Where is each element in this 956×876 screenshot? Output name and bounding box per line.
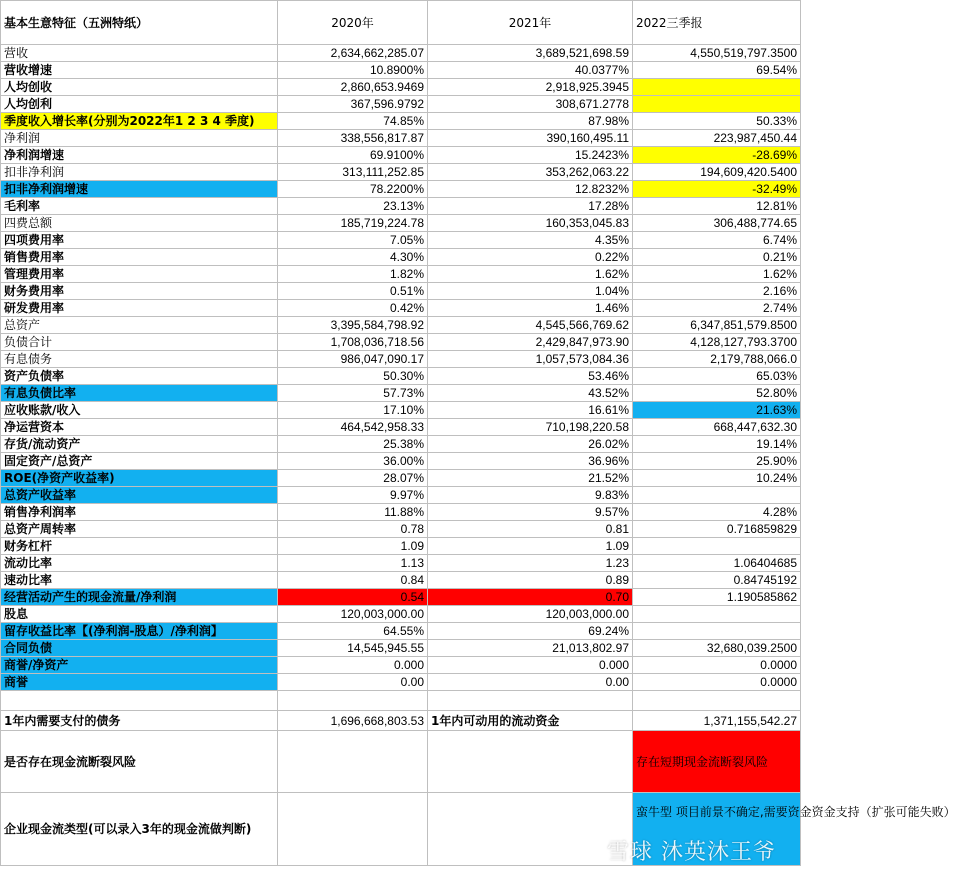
row-label[interactable]: 资产负债率 xyxy=(1,368,278,385)
row-value-3[interactable] xyxy=(633,623,801,640)
row-value-1[interactable]: 25.38% xyxy=(278,436,428,453)
row-value-1[interactable]: 14,545,945.55 xyxy=(278,640,428,657)
row-value-1[interactable]: 11.88% xyxy=(278,504,428,521)
row-label[interactable]: 净运营资本 xyxy=(1,419,278,436)
row-value-2[interactable]: 1,057,573,084.36 xyxy=(428,351,633,368)
row-value-3[interactable]: 25.90% xyxy=(633,453,801,470)
row-value-1[interactable]: 986,047,090.17 xyxy=(278,351,428,368)
table-row xyxy=(1,96,801,113)
row-value-1[interactable]: 57.73% xyxy=(278,385,428,402)
row-label[interactable]: 扣非净利润 xyxy=(1,164,278,181)
row-value-1[interactable]: 0.00 xyxy=(278,674,428,691)
row-value-2[interactable]: 1.62% xyxy=(428,266,633,283)
row-value-2[interactable]: 1.23 xyxy=(428,555,633,572)
row-label[interactable]: 毛利率 xyxy=(1,198,278,215)
row-value-1[interactable]: 313,111,252.85 xyxy=(278,164,428,181)
row-label[interactable]: 合同负债 xyxy=(1,640,278,657)
row-value-1[interactable]: 1.13 xyxy=(278,555,428,572)
row-label[interactable]: 有息负债比率 xyxy=(1,385,278,402)
row-value-3[interactable] xyxy=(633,96,801,113)
row-value-3[interactable]: 1.06404685 xyxy=(633,555,801,572)
table-row xyxy=(1,79,801,96)
row-value-2[interactable]: 12.8232% xyxy=(428,181,633,198)
empty-cell[interactable] xyxy=(428,793,633,866)
row-value-1[interactable]: 1.09 xyxy=(278,538,428,555)
col-header-2020[interactable]: 2020年 xyxy=(278,1,428,45)
row-value-3[interactable]: 19.14% xyxy=(633,436,801,453)
liquid-funds-label[interactable]: 1年内可动用的流动资金 xyxy=(428,711,633,731)
row-value-2[interactable]: 4,545,566,769.62 xyxy=(428,317,633,334)
row-value-1[interactable]: 0.84 xyxy=(278,572,428,589)
row-value-3[interactable]: 52.80% xyxy=(633,385,801,402)
row-value-3[interactable]: -28.69% xyxy=(633,147,801,164)
row-value-2[interactable]: 1.04% xyxy=(428,283,633,300)
row-label[interactable]: 销售净利润率 xyxy=(1,504,278,521)
row-value-1[interactable]: 120,003,000.00 xyxy=(278,606,428,623)
watermark: 雪球 沐英沐王爷 xyxy=(607,840,776,865)
risk-row xyxy=(1,731,801,793)
row-value-3[interactable]: 4,550,519,797.3500 xyxy=(633,45,801,62)
row-value-3[interactable]: 1.190585862 xyxy=(633,589,801,606)
row-value-1[interactable]: 464,542,958.33 xyxy=(278,419,428,436)
row-value-2[interactable]: 36.96% xyxy=(428,453,633,470)
row-value-1[interactable]: 64.55% xyxy=(278,623,428,640)
table-row xyxy=(1,521,801,538)
col-header-2021[interactable]: 2021年 xyxy=(428,1,633,45)
row-value-1[interactable]: 10.8900% xyxy=(278,62,428,79)
row-value-3[interactable]: 0.716859829 xyxy=(633,521,801,538)
row-label[interactable]: 扣非净利润增速 xyxy=(1,181,278,198)
row-label[interactable]: 流动比率 xyxy=(1,555,278,572)
table-row xyxy=(1,130,801,147)
row-label[interactable]: 应收账款/收入 xyxy=(1,402,278,419)
row-value-2[interactable]: 17.28% xyxy=(428,198,633,215)
row-label[interactable]: 存货/流动资产 xyxy=(1,436,278,453)
row-value-3[interactable]: 10.24% xyxy=(633,470,801,487)
row-value-3[interactable] xyxy=(633,606,801,623)
row-label[interactable]: 速动比率 xyxy=(1,572,278,589)
row-label[interactable]: 净利润增速 xyxy=(1,147,278,164)
row-label[interactable]: 季度收入增长率(分别为2022年1 2 3 4 季度) xyxy=(1,113,278,130)
row-value-2[interactable]: 0.81 xyxy=(428,521,633,538)
header-row xyxy=(1,1,801,45)
row-value-1[interactable]: 50.30% xyxy=(278,368,428,385)
row-value-1[interactable]: 74.85% xyxy=(278,113,428,130)
row-label[interactable]: 经营活动产生的现金流量/净利润 xyxy=(1,589,278,606)
row-label[interactable]: 四费总额 xyxy=(1,215,278,232)
row-value-2[interactable]: 0.00 xyxy=(428,674,633,691)
row-label[interactable]: 总资产 xyxy=(1,317,278,334)
row-value-3[interactable]: 50.33% xyxy=(633,113,801,130)
table-row xyxy=(1,572,801,589)
row-value-2[interactable]: 21.52% xyxy=(428,470,633,487)
table-row xyxy=(1,623,801,640)
row-value-1[interactable]: 2,860,653.9469 xyxy=(278,79,428,96)
table-row xyxy=(1,45,801,62)
row-label[interactable]: 销售费用率 xyxy=(1,249,278,266)
debt-label[interactable]: 1年内需要支付的债务 xyxy=(1,711,278,731)
row-label[interactable]: 留存收益比率【(净利润-股息）/净利润】 xyxy=(1,623,278,640)
row-value-2[interactable]: 120,003,000.00 xyxy=(428,606,633,623)
sheet-body xyxy=(1,1,956,866)
row-label[interactable]: ROE(净资产收益率) xyxy=(1,470,278,487)
empty-cell[interactable] xyxy=(428,691,633,711)
cashflow-type-result[interactable]: 蛮牛型 项目前景不确定,需要资金资金支持（扩张可能失败） xyxy=(633,793,801,866)
row-value-1[interactable]: 338,556,817.87 xyxy=(278,130,428,147)
sheet-title[interactable]: 基本生意特征（五洲特纸） xyxy=(1,1,278,45)
row-label[interactable]: 总资产周转率 xyxy=(1,521,278,538)
table-row xyxy=(1,266,801,283)
row-label[interactable]: 净利润 xyxy=(1,130,278,147)
row-value-3[interactable] xyxy=(633,79,801,96)
row-value-1[interactable]: 36.00% xyxy=(278,453,428,470)
row-label[interactable]: 商誉 xyxy=(1,674,278,691)
row-value-2[interactable]: 9.83% xyxy=(428,487,633,504)
table-row xyxy=(1,62,801,79)
row-value-1[interactable]: 0.78 xyxy=(278,521,428,538)
table-row xyxy=(1,402,801,419)
row-value-3[interactable]: 2.16% xyxy=(633,283,801,300)
row-value-3[interactable]: 0.84745192 xyxy=(633,572,801,589)
row-value-3[interactable]: 65.03% xyxy=(633,368,801,385)
row-value-2[interactable]: 16.61% xyxy=(428,402,633,419)
row-label[interactable]: 有息债务 xyxy=(1,351,278,368)
empty-cell[interactable] xyxy=(428,731,633,793)
row-value-2[interactable]: 40.0377% xyxy=(428,62,633,79)
row-label[interactable]: 固定资产/总资产 xyxy=(1,453,278,470)
liquid-funds-value[interactable]: 1,371,155,542.27 xyxy=(633,711,801,731)
row-value-2[interactable]: 1.09 xyxy=(428,538,633,555)
table-row xyxy=(1,300,801,317)
row-value-3[interactable] xyxy=(633,538,801,555)
row-value-3[interactable]: 223,987,450.44 xyxy=(633,130,801,147)
row-value-1[interactable]: 28.07% xyxy=(278,470,428,487)
row-value-2[interactable]: 390,160,495.11 xyxy=(428,130,633,147)
row-value-1[interactable]: 0.000 xyxy=(278,657,428,674)
row-value-2[interactable]: 353,262,063.22 xyxy=(428,164,633,181)
table-row xyxy=(1,589,801,606)
row-value-1[interactable]: 0.54 xyxy=(278,589,428,606)
empty-cell[interactable] xyxy=(278,731,428,793)
table-row xyxy=(1,351,801,368)
row-value-1[interactable]: 17.10% xyxy=(278,402,428,419)
empty-cell[interactable] xyxy=(633,691,801,711)
table-row xyxy=(1,640,801,657)
row-value-1[interactable]: 0.42% xyxy=(278,300,428,317)
row-value-3[interactable]: 4.28% xyxy=(633,504,801,521)
row-label[interactable]: 营收 xyxy=(1,45,278,62)
risk-label[interactable]: 是否存在现金流断裂风险 xyxy=(1,731,278,793)
row-value-3[interactable]: 306,488,774.65 xyxy=(633,215,801,232)
row-label[interactable]: 商誉/净资产 xyxy=(1,657,278,674)
row-value-3[interactable]: 21.63% xyxy=(633,402,801,419)
table-row xyxy=(1,215,801,232)
table-row xyxy=(1,538,801,555)
row-value-2[interactable]: 4.35% xyxy=(428,232,633,249)
empty-cell[interactable] xyxy=(278,793,428,866)
row-value-2[interactable]: 710,198,220.58 xyxy=(428,419,633,436)
row-value-3[interactable]: 12.81% xyxy=(633,198,801,215)
row-value-2[interactable]: 87.98% xyxy=(428,113,633,130)
table-row xyxy=(1,113,801,130)
row-value-3[interactable]: 2,179,788,066.0 xyxy=(633,351,801,368)
row-value-3[interactable]: 69.54% xyxy=(633,62,801,79)
row-value-1[interactable]: 3,395,584,798.92 xyxy=(278,317,428,334)
col-header-2022q3[interactable]: 2022三季报 xyxy=(633,1,801,45)
row-value-1[interactable]: 4.30% xyxy=(278,249,428,266)
row-value-2[interactable]: 15.2423% xyxy=(428,147,633,164)
row-value-1[interactable]: 367,596.9792 xyxy=(278,96,428,113)
table-row xyxy=(1,419,801,436)
table-row xyxy=(1,487,801,504)
row-value-3[interactable]: 32,680,039.2500 xyxy=(633,640,801,657)
table-row xyxy=(1,164,801,181)
row-value-1[interactable]: 185,719,224.78 xyxy=(278,215,428,232)
table-row xyxy=(1,385,801,402)
table-row xyxy=(1,606,801,623)
table-row xyxy=(1,453,801,470)
empty-cell[interactable] xyxy=(1,691,278,711)
row-value-1[interactable]: 7.05% xyxy=(278,232,428,249)
row-value-2[interactable]: 308,671.2778 xyxy=(428,96,633,113)
debt-row xyxy=(1,711,801,731)
row-value-2[interactable]: 0.70 xyxy=(428,589,633,606)
row-label[interactable]: 财务杠杆 xyxy=(1,538,278,555)
table-row xyxy=(1,436,801,453)
table-row xyxy=(1,368,801,385)
row-label[interactable]: 人均创收 xyxy=(1,79,278,96)
table-row xyxy=(1,147,801,164)
table-row xyxy=(1,470,801,487)
table-row xyxy=(1,317,801,334)
row-value-1[interactable]: 69.9100% xyxy=(278,147,428,164)
row-value-2[interactable]: 53.46% xyxy=(428,368,633,385)
row-value-3[interactable]: 194,609,420.5400 xyxy=(633,164,801,181)
row-value-3[interactable]: 1.62% xyxy=(633,266,801,283)
row-label[interactable]: 营收增速 xyxy=(1,62,278,79)
table-row xyxy=(1,249,801,266)
row-value-1[interactable]: 1,708,036,718.56 xyxy=(278,334,428,351)
row-value-1[interactable]: 9.97% xyxy=(278,487,428,504)
row-value-1[interactable]: 23.13% xyxy=(278,198,428,215)
row-value-2[interactable]: 160,353,045.83 xyxy=(428,215,633,232)
row-value-2[interactable]: 0.22% xyxy=(428,249,633,266)
cashflow-type-label[interactable]: 企业现金流类型(可以录入3年的现金流做判断) xyxy=(1,793,278,866)
row-value-3[interactable]: 6.74% xyxy=(633,232,801,249)
row-label[interactable]: 四项费用率 xyxy=(1,232,278,249)
row-value-2[interactable]: 2,918,925.3945 xyxy=(428,79,633,96)
row-value-2[interactable]: 1.46% xyxy=(428,300,633,317)
row-value-3[interactable] xyxy=(633,487,801,504)
table-row xyxy=(1,198,801,215)
row-value-2[interactable]: 0.89 xyxy=(428,572,633,589)
table-row xyxy=(1,555,801,572)
table-row xyxy=(1,181,801,198)
row-value-2[interactable]: 69.24% xyxy=(428,623,633,640)
row-value-2[interactable]: 2,429,847,973.90 xyxy=(428,334,633,351)
row-value-3[interactable]: 2.74% xyxy=(633,300,801,317)
empty-cell[interactable] xyxy=(278,691,428,711)
row-value-3[interactable]: 0.21% xyxy=(633,249,801,266)
row-value-3[interactable]: 4,128,127,793.3700 xyxy=(633,334,801,351)
row-label[interactable]: 管理费用率 xyxy=(1,266,278,283)
table-row xyxy=(1,232,801,249)
row-value-2[interactable]: 3,689,521,698.59 xyxy=(428,45,633,62)
row-label[interactable]: 总资产收益率 xyxy=(1,487,278,504)
table-row xyxy=(1,504,801,521)
row-label[interactable]: 财务费用率 xyxy=(1,283,278,300)
row-label[interactable]: 负债合计 xyxy=(1,334,278,351)
table-row xyxy=(1,674,801,691)
row-value-1[interactable]: 1.82% xyxy=(278,266,428,283)
risk-result[interactable]: 存在短期现金流断裂风险 xyxy=(633,731,801,793)
row-value-1[interactable]: 2,634,662,285.07 xyxy=(278,45,428,62)
row-label[interactable]: 股息 xyxy=(1,606,278,623)
table-row xyxy=(1,334,801,351)
row-value-2[interactable]: 9.57% xyxy=(428,504,633,521)
row-value-1[interactable]: 78.2200% xyxy=(278,181,428,198)
table-row xyxy=(1,283,801,300)
row-value-3[interactable]: 6,347,851,579.8500 xyxy=(633,317,801,334)
row-value-2[interactable]: 26.02% xyxy=(428,436,633,453)
row-value-2[interactable]: 43.52% xyxy=(428,385,633,402)
row-label[interactable]: 人均创利 xyxy=(1,96,278,113)
row-value-3[interactable]: 0.0000 xyxy=(633,657,801,674)
row-value-3[interactable]: 668,447,632.30 xyxy=(633,419,801,436)
row-value-3[interactable]: 0.0000 xyxy=(633,674,801,691)
row-value-3[interactable]: -32.49% xyxy=(633,181,801,198)
spacer-row xyxy=(1,691,801,711)
debt-value[interactable]: 1,696,668,803.53 xyxy=(278,711,428,731)
table-row xyxy=(1,657,801,674)
row-value-1[interactable]: 0.51% xyxy=(278,283,428,300)
row-label[interactable]: 研发费用率 xyxy=(1,300,278,317)
row-value-2[interactable]: 0.000 xyxy=(428,657,633,674)
row-value-2[interactable]: 21,013,802.97 xyxy=(428,640,633,657)
